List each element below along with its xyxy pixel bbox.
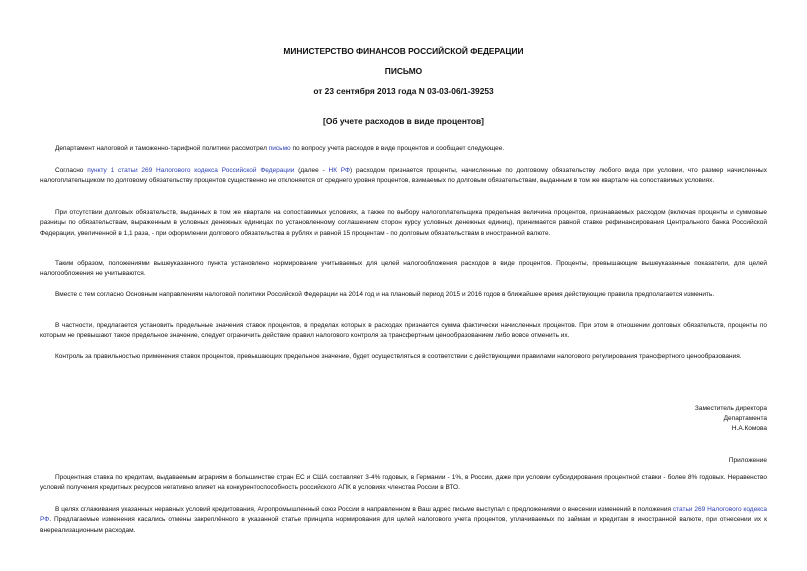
paragraph-6: В частности, предлагается установить предельные значения ставок процентов, в пределах которых в расходах признается сумма фактически начисленных процентов. При этом в отношении долговых обязательств, проценты по которым не превышают такое предельное значение, следует ограничить действие правил налогового контроля за трансфертным ценообразованием либо вовсе отменить их. bbox=[40, 322, 767, 340]
nk-rf-link[interactable]: НК РФ bbox=[328, 167, 350, 174]
document-type-heading: ПИСЬМО bbox=[384, 66, 423, 76]
paragraph-2 bbox=[40, 166, 767, 187]
signature-department: Департамента bbox=[723, 415, 767, 422]
appendix-paragraph-2-text-after: . Предлагаемые изменения касались отмены закреплённого в указанной статье принципа нормирования для целей налогового учета процентов, уплачиваемых по займам и кредитам в иностранной валюте, при отнесении их к внереализационным расходам. bbox=[40, 516, 767, 534]
ministry-heading: МИНИСТЕРСТВО ФИНАНСОВ РОССИЙСКОЙ ФЕДЕРАЦИИ bbox=[283, 46, 524, 56]
tax-code-article-link[interactable]: пункту 1 статьи 269 Налогового кодекса Российской Федерации bbox=[87, 167, 295, 174]
paragraph-3: При отсутствии долговых обязательств, выданных в том же квартале на сопоставимых условиях, а также по выбору налогоплательщика предельная величина процентов, признаваемых расходом (включая проценты и суммовые разницы по обязательствам, выраженным в условных денежных единицах по установленному соглашением сторон курсу условных денежных единиц), принимается равной ставке рефинансирования Центрального банка Российской Федерации, увеличенной в 1,1 раза, - при оформлении долгового обязательства в рублях и равной 15 процентам - по долговым обязательствам в иностранной валюте. bbox=[40, 209, 767, 237]
paragraph-2-text-before: Согласно bbox=[55, 167, 88, 174]
paragraph-1-text-before: Департамент налоговой и таможенно-тарифной политики рассмотрел bbox=[55, 145, 269, 152]
appendix-paragraph-2-text-before: В целях сглаживания указанных неравных условий кредитования, Агропромышленный союз России в направленном в Ваш адрес письме выступал с предложениями о внесении изменений в положения bbox=[55, 506, 673, 513]
paragraph-2-text-mid: (далее - bbox=[294, 167, 329, 174]
appendix-label: Приложение bbox=[728, 457, 767, 464]
paragraph-5: Вместе с тем согласно Основным направлениям налоговой политики Российской Федерации на 2014 год и на плановый период 2015 и 2016 годов в ближайшее время действующие правила предполагается изменить. bbox=[55, 291, 715, 298]
article-269-link[interactable]: статьи 269 Налогового кодекса РФ bbox=[40, 506, 768, 524]
letter-link[interactable]: письмо bbox=[268, 145, 291, 152]
signature-title: Заместитель директора bbox=[694, 405, 767, 412]
appendix-paragraph-2 bbox=[40, 505, 767, 536]
paragraph-1 bbox=[40, 144, 767, 154]
paragraph-1-text-after: по вопросу учета расходов в виде процентов и сообщает следующее. bbox=[290, 145, 505, 152]
appendix-paragraph-1: Процентная ставка по кредитам, выдаваемым аграриям в большинстве стран ЕС и США составляет 3-4% годовых, в Германии - 1%, в России, даже при условии субсидирования процентной ставки - более 8% годовых. Неравенство условий получения кредитных ресурсов негативно влияет на конкурентоспособность российского АПК в условиях членства России в ВТО. bbox=[40, 474, 767, 492]
signature-name: Н.А.Комова bbox=[731, 425, 767, 432]
paragraph-4: Таким образом, положениями вышеуказанного пункта установлено нормирование учитываемых для целей налогообложения расходов в виде процентов. Проценты, превышающие вышеуказанные показатели, для целей налогообложения не учитываются. bbox=[40, 260, 767, 278]
paragraph-2-text-after: ) расходом признается проценты, начисленные по долговому обязательству любого вида при условии, что размер начисленных налогоплательщиком по долговому обязательству процентов существенно не отклоняется от среднего уровня процентов, взимаемых по долговым обязательствам, выданным в том же квартале на сопоставимых условиях. bbox=[40, 167, 767, 185]
date-number-heading: от 23 сентября 2013 года N 03-03-06/1-39253 bbox=[313, 86, 494, 96]
paragraph-7: Контроль за правильностью применения ставок процентов, превышающих предельное значение, будет осуществляться в соответствии с действующими правилами налогового регулирования трансфертного ценообразования. bbox=[55, 353, 742, 360]
subject-heading: [Об учете расходов в виде процентов] bbox=[323, 116, 484, 126]
